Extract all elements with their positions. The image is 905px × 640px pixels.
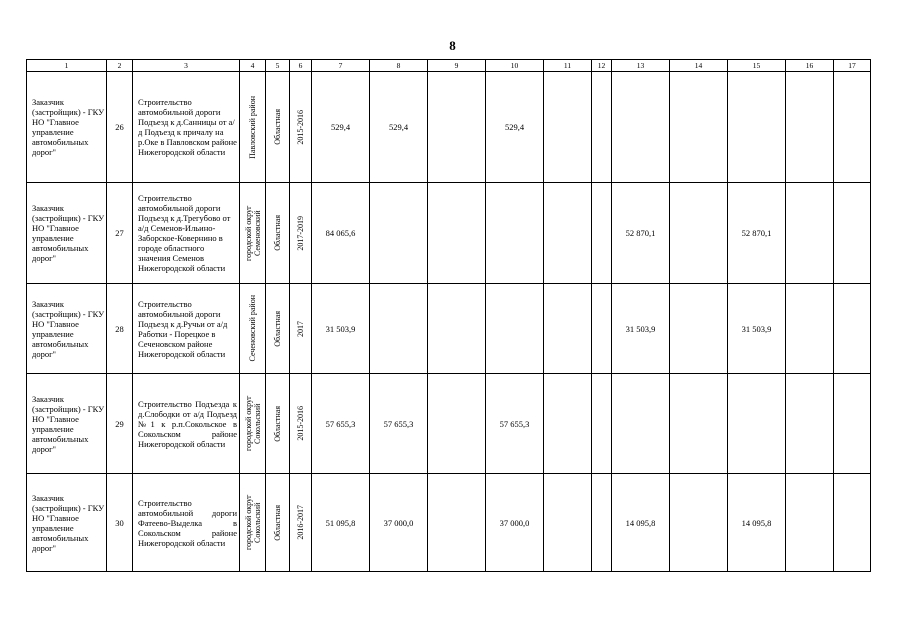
value-cell (612, 374, 670, 474)
value-cell (834, 72, 871, 183)
value-cell (670, 284, 728, 374)
territory-cell (240, 374, 266, 474)
value-cell: 57 655,3 (312, 374, 370, 474)
page-number: 8 (449, 38, 456, 53)
value-cell: 52 870,1 (612, 183, 670, 284)
value-cell (728, 374, 786, 474)
ownership-text: Областная (273, 109, 282, 145)
header-cell: 7 (312, 60, 370, 72)
header-cell: 9 (428, 60, 486, 72)
value-cell: 529,4 (312, 72, 370, 183)
object-cell: Строительство автомобильной дороги Фатеево-Выделка в Сокольском районе Нижегородской области (133, 474, 240, 572)
value-cell (670, 474, 728, 572)
ownership-text: Областная (273, 310, 282, 347)
territory-cell (240, 474, 266, 572)
period-text: 2017 (296, 320, 305, 337)
table-row (27, 284, 871, 374)
table-row (27, 183, 871, 284)
header-cell: 2 (107, 60, 133, 72)
period-cell (290, 72, 312, 183)
value-cell (544, 183, 592, 284)
ownership-text: Областная (273, 405, 282, 442)
value-cell (670, 374, 728, 474)
header-cell: 15 (728, 60, 786, 72)
value-cell (728, 72, 786, 183)
header-cell: 12 (592, 60, 612, 72)
value-cell (370, 183, 428, 284)
value-cell (834, 284, 871, 374)
period-text: 2016-2017 (296, 505, 305, 540)
value-cell (592, 374, 612, 474)
customer-cell: Заказчик (застройщик) - ГКУ НО "Главное управление автомобильных дорог" (27, 474, 107, 572)
value-cell: 31 503,9 (612, 284, 670, 374)
ownership-text: Областная (273, 504, 282, 541)
value-cell (428, 474, 486, 572)
territory-cell (240, 284, 266, 374)
value-cell (786, 474, 834, 572)
row-number-cell: 29 (107, 374, 133, 474)
value-cell (428, 183, 486, 284)
ownership-cell (266, 284, 290, 374)
customer-cell: Заказчик (застройщик) - ГКУ НО "Главное управление автомобильных дорог" (27, 374, 107, 474)
value-cell: 57 655,3 (486, 374, 544, 474)
table-row (27, 474, 871, 572)
value-cell: 37 000,0 (486, 474, 544, 572)
header-cell: 14 (670, 60, 728, 72)
table-row (27, 374, 871, 474)
value-cell (786, 183, 834, 284)
period-text: 2015-2016 (296, 406, 305, 441)
value-cell: 84 065,6 (312, 183, 370, 284)
header-cell: 4 (240, 60, 266, 72)
header-cell: 10 (486, 60, 544, 72)
value-cell (428, 72, 486, 183)
value-cell: 57 655,3 (370, 374, 428, 474)
header-cell: 13 (612, 60, 670, 72)
value-cell: 37 000,0 (370, 474, 428, 572)
row-number-cell: 28 (107, 284, 133, 374)
period-cell (290, 474, 312, 572)
value-cell (592, 284, 612, 374)
territory-text: Сеченовский район (248, 295, 257, 362)
header-cell: 1 (27, 60, 107, 72)
value-cell (592, 183, 612, 284)
value-cell: 529,4 (486, 72, 544, 183)
ownership-cell (266, 183, 290, 284)
header-cell: 17 (834, 60, 871, 72)
value-cell (544, 284, 592, 374)
territory-cell (240, 183, 266, 284)
object-cell: Строительство автомобильной дороги Подъезд к д.Трегубово от а/д Семенов-Ильино-Заборское-Ковернино в городе областного значения Семенов Нижегородской области (133, 183, 240, 284)
row-number-cell: 26 (107, 72, 133, 183)
header-cell: 5 (266, 60, 290, 72)
value-cell (544, 72, 592, 183)
period-cell (290, 183, 312, 284)
object-cell: Строительство Подъезда к д.Слободки от а/д Подъезд №1 к р.п.Сокольское в Сокольском районе Нижегородской области (133, 374, 240, 474)
value-cell (786, 374, 834, 474)
value-cell (428, 374, 486, 474)
header-cell: 8 (370, 60, 428, 72)
customer-cell: Заказчик (застройщик) - ГКУ НО "Главное управление автомобильных дорог" (27, 284, 107, 374)
value-cell (592, 474, 612, 572)
value-cell: 31 503,9 (312, 284, 370, 374)
value-cell (786, 284, 834, 374)
value-cell: 529,4 (370, 72, 428, 183)
header-cell: 6 (290, 60, 312, 72)
value-cell (592, 72, 612, 183)
territory-text: городской округ Сокольский (243, 395, 262, 452)
customer-cell: Заказчик (застройщик) - ГКУ НО "Главное управление автомобильных дорог" (27, 72, 107, 183)
value-cell: 51 095,8 (312, 474, 370, 572)
object-cell: Строительство автомобильной дороги Подъезд к д.Санницы от а/д Подъезд к причалу на р.Оке в Павловском районе Нижегородской области (133, 72, 240, 183)
header-cell: 11 (544, 60, 592, 72)
value-cell (486, 183, 544, 284)
value-cell (670, 72, 728, 183)
period-text: 2015-2016 (296, 109, 305, 145)
territory-text: городской округ Семеновский (243, 205, 262, 261)
object-cell: Строительство автомобильной дороги Подъезд к д.Ручьи от а/д Работки - Порецкое в Сеченовском районе Нижегородской области (133, 284, 240, 374)
value-cell (786, 72, 834, 183)
investment-table (26, 59, 871, 572)
value-cell: 31 503,9 (728, 284, 786, 374)
territory-cell (240, 72, 266, 183)
value-cell (834, 474, 871, 572)
value-cell (670, 183, 728, 284)
table-row (27, 72, 871, 183)
territory-text: Павловский район (248, 95, 257, 159)
period-cell (290, 284, 312, 374)
row-number-cell: 30 (107, 474, 133, 572)
row-number-cell: 27 (107, 183, 133, 284)
period-cell (290, 374, 312, 474)
value-cell (370, 284, 428, 374)
value-cell (486, 284, 544, 374)
customer-cell: Заказчик (застройщик) - ГКУ НО "Главное управление автомобильных дорог" (27, 183, 107, 284)
value-cell (834, 183, 871, 284)
ownership-cell (266, 474, 290, 572)
period-text: 2017-2019 (296, 215, 305, 251)
value-cell: 14 095,8 (612, 474, 670, 572)
header-cell: 16 (786, 60, 834, 72)
value-cell: 52 870,1 (728, 183, 786, 284)
value-cell (834, 374, 871, 474)
value-cell (544, 374, 592, 474)
territory-text: городской округ Сокольский (243, 494, 262, 551)
value-cell (428, 284, 486, 374)
ownership-text: Областная (273, 215, 282, 251)
value-cell (544, 474, 592, 572)
ownership-cell (266, 374, 290, 474)
value-cell (612, 72, 670, 183)
ownership-cell (266, 72, 290, 183)
value-cell: 14 095,8 (728, 474, 786, 572)
header-cell: 3 (133, 60, 240, 72)
header-row (27, 60, 871, 72)
